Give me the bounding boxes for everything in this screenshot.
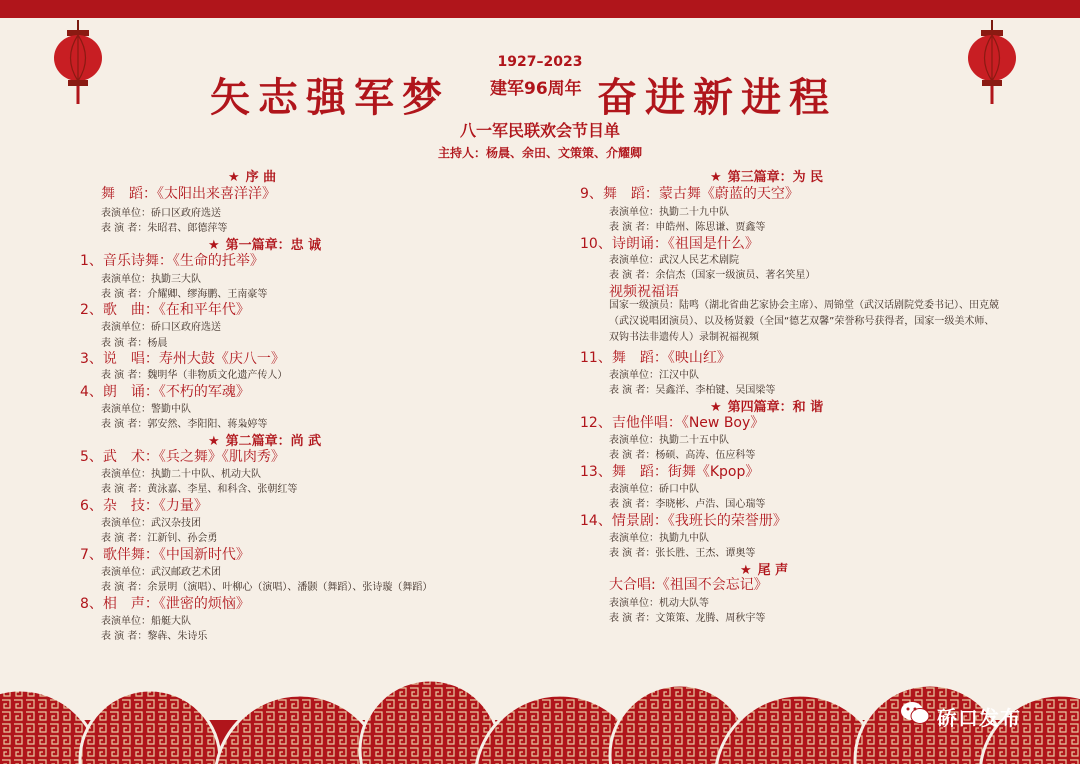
blessing-title: 视频祝福语 <box>609 284 679 300</box>
star-icon: ★ <box>208 238 220 253</box>
hosts-line: 主持人：杨晨、余田、文策策、介耀卿 <box>437 146 642 160</box>
program-title: 6、杂 技：《力量》 <box>80 498 208 514</box>
program-title: 5、武 术：《兵之舞》《肌肉秀》 <box>80 449 285 465</box>
program-title: 3、说 唱：寿州大鼓《庆八一》 <box>80 351 285 367</box>
section-heading-chapter3: ★ 第三篇章：为 民 <box>710 170 824 185</box>
program-title: 大合唱:《祖国不会忘记》 <box>609 577 768 593</box>
program-unit: 表演单位：硚口区政府选送 <box>101 208 221 219</box>
program-unit: 表演单位：执勤二十中队、机动大队 <box>101 469 261 480</box>
program-unit: 表演单位：硚口中队 <box>609 484 699 495</box>
program-performers: 表 演 者：江新钊、孙会勇 <box>101 533 218 544</box>
program-title: 4、朗 诵：《不朽的军魂》 <box>80 384 250 400</box>
program-title: 12、吉他伴唱：《New Boy》 <box>580 415 765 431</box>
program-unit: 表演单位：执勤三大队 <box>101 274 201 285</box>
wechat-icon <box>900 700 930 726</box>
program-title: 1、音乐诗舞：《生命的托举》 <box>80 253 264 269</box>
watermark-text: 硚口发布 <box>937 706 1021 730</box>
star-icon: ★ <box>740 563 752 578</box>
top-banner <box>0 0 1080 18</box>
program-title: 11、舞 蹈：《映山红》 <box>580 350 731 366</box>
blessing-text: 国家一级演员：陆鸣（湖北省曲艺家协会主席）、周锦堂（武汉话剧院党委书记）、田克兢（武汉说唱团演员）、以及杨贤毅（全国“德艺双馨”荣誉称号获得者，国家一级美术师、双钩书法非遗传人）录制祝福视频 <box>609 300 999 343</box>
page-title: 八一军民联欢会节目单 <box>459 121 620 140</box>
program-performers: 表 演 者：杨硕、高涛、伍应科等 <box>609 450 756 461</box>
program-performers: 表 演 者：朱昭君、郎德萍等 <box>101 223 228 234</box>
program-performers: 表 演 者：魏明华（非物质文化遗产传人） <box>101 370 288 381</box>
program-performers: 表 演 者：郭安然、李阳阳、蒋枭婷等 <box>101 419 268 430</box>
header-slogan-right: 奋进新进程 <box>597 74 837 121</box>
star-icon: ★ <box>228 170 240 185</box>
program-title: 10、诗朗诵：《祖国是什么》 <box>580 236 759 252</box>
program-title: 8、相 声：《泄密的烦恼》 <box>80 596 250 612</box>
program-unit: 表演单位：硚口区政府选送 <box>101 322 221 333</box>
program-unit: 表演单位：武汉杂技团 <box>101 518 201 529</box>
star-icon: ★ <box>208 434 220 449</box>
header-anniversary: 建军96周年 <box>490 79 582 99</box>
program-performers: 表 演 者：申皓州、陈思谦、贾鑫等 <box>609 222 766 233</box>
program-unit: 表演单位：武汉人民艺术剧院 <box>609 255 739 266</box>
program-title: 舞 蹈：《太阳出来喜洋洋》 <box>101 186 276 202</box>
program-performers: 表 演 者：吴鑫洋、李柏键、吴国梁等 <box>609 385 776 396</box>
program-unit: 表演单位：警勤中队 <box>101 404 191 415</box>
program-title: 9、舞 蹈：蒙古舞《蔚蓝的天空》 <box>580 186 799 202</box>
program-performers: 表 演 者：黎犇、朱诗乐 <box>101 631 208 642</box>
program-performers: 表 演 者：介耀卿、缪海鹏、王南豪等 <box>101 289 268 300</box>
section-heading-chapter4: ★ 第四篇章：和 谐 <box>710 400 824 415</box>
program-title: 14、情景剧：《我班长的荣誉册》 <box>580 513 787 529</box>
header-years: 1927–2023 <box>497 54 583 70</box>
program-performers: 表 演 者：余信杰（国家一级演员、著名笑星） <box>609 270 816 281</box>
star-icon: ★ <box>710 400 722 415</box>
program-title: 13、舞 蹈：街舞《Kpop》 <box>580 464 760 480</box>
header-slogan-left: 矢志强军梦 <box>210 74 450 121</box>
program-unit: 表演单位：江汉中队 <box>609 370 699 381</box>
program-unit: 表演单位：执勤九中队 <box>609 533 709 544</box>
lantern-icon <box>967 20 1017 104</box>
program-title: 7、歌伴舞：《中国新时代》 <box>80 547 250 563</box>
section-heading-chapter1: ★ 第一篇章：忠 诚 <box>208 238 322 253</box>
program-performers: 表 演 者：李晓彬、卢浩、国心瑞等 <box>609 499 766 510</box>
section-heading-finale: ★ 尾 声 <box>740 563 789 578</box>
program-performers: 表 演 者：文策策、龙腾、周秋宇等 <box>609 613 766 624</box>
program-unit: 表演单位：执勤二十九中队 <box>609 207 729 218</box>
program-title: 2、歌 曲：《在和平年代》 <box>80 302 250 318</box>
star-icon: ★ <box>710 170 722 185</box>
program-unit: 表演单位：机动大队等 <box>609 598 709 609</box>
program-performers: 表 演 者：杨晨 <box>101 338 168 349</box>
program-unit: 表演单位：船艇大队 <box>101 616 191 627</box>
section-heading-prelude: ★ 序 曲 <box>228 170 277 185</box>
program-performers: 表 演 者：张长胜、王杰、谭奥等 <box>609 548 756 559</box>
program-performers: 表 演 者：余景明（演唱）、叶柳心（演唱）、潘颢（舞蹈）、张诗璇（舞蹈） <box>101 582 433 593</box>
section-heading-chapter2: ★ 第二篇章：尚 武 <box>208 434 322 449</box>
lantern-icon <box>53 20 103 104</box>
program-unit: 表演单位：执勤二十五中队 <box>609 435 729 446</box>
program-performers: 表 演 者：黄泳嘉、李星、和科含、张朝红等 <box>101 484 298 495</box>
program-unit: 表演单位：武汉邮政艺术团 <box>101 567 221 578</box>
